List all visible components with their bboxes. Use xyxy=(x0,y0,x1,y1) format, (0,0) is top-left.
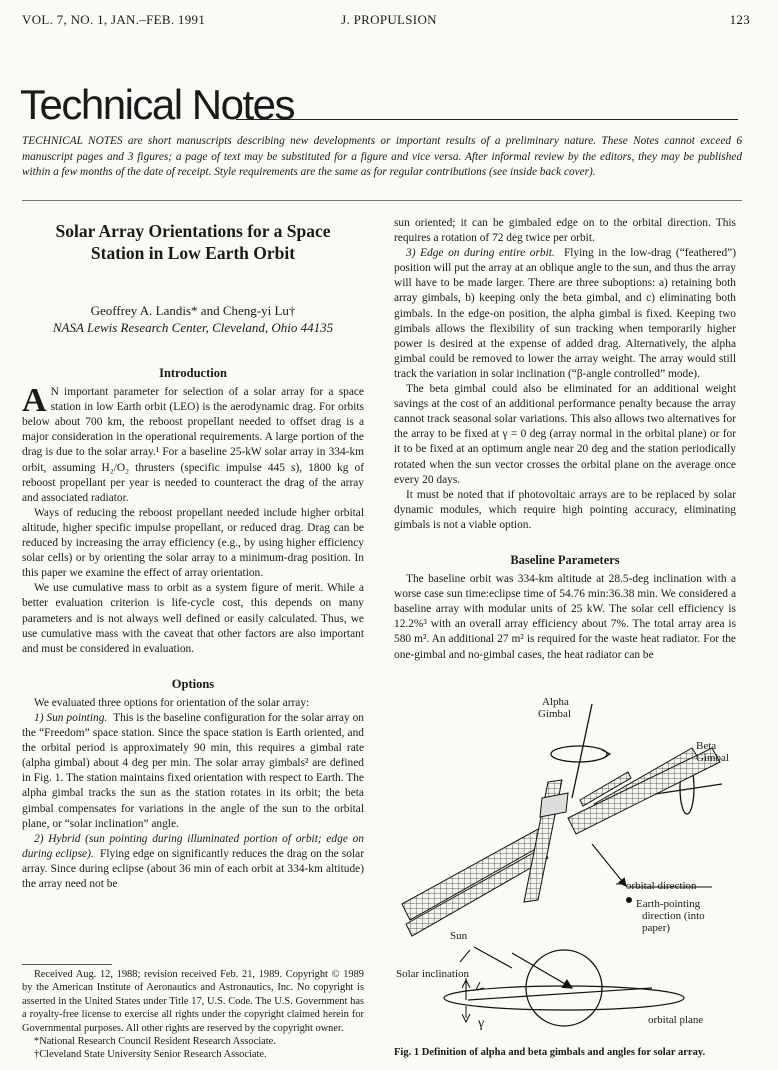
figure-1-caption: Fig. 1 Definition of alpha and beta gimbals and angles for solar array. xyxy=(394,1047,706,1058)
heading-introduction: Introduction xyxy=(159,366,227,380)
solar-array-lower-wing xyxy=(402,828,548,936)
options-item-3-text: Flying in the low-drag (“feathered”) position will put the array at an oblique angle to the sun, and thus the array will have to be made larger. There are three suboptions: a) retaining both array gimbals, b) keeping only the beta gimbal, and c) eliminating both gimbals. In the edge-on position, the alpha gimbal is fixed. Keeping two gimbals allows the flexibility of sun tracking when temporarily higher power is desired at the expense of added drag. Alternatively, the alpha gimbal could be removed to lower the array weight. The array would still track the variation in solar inclination (“β-angle controlled” mode). xyxy=(394,247,736,380)
footnotes xyxy=(22,968,364,1062)
running-head-journal: J. PROPULSION xyxy=(341,12,437,27)
running-head-page-number: 123 xyxy=(729,12,750,27)
earth-pointing-dot xyxy=(626,897,632,903)
label-earth-direction: direction (into xyxy=(642,910,705,922)
section-title: Technical Notes xyxy=(20,81,294,128)
alpha-gimbal-axis xyxy=(572,704,592,798)
label-beta: Beta xyxy=(696,740,717,752)
label-beta-gimbal: Gimbal xyxy=(696,752,729,764)
options-item-1-text: This is the baseline configuration for the solar array on the “Freedom” space station. Since the space station is Earth oriented, and the orbital period is approximately 90 min, this requires a gimbal rate (alpha gimbal) about 4 deg per min. The solar array gimbals² are defined in Fig. 1. The station maintains fixed orientation with respect to Earth. The alpha gimbal tracks the sun as the station rotates in its orbit; the beta gimbal compensates for variations in the angle of the sun to the orbital plane, or “solar inclination” angle. xyxy=(22,711,365,830)
article-title: Solar Array Orientations for a Space Station in Low Earth Orbit xyxy=(55,221,331,263)
options-item-2-label: 2) Hybrid (sun pointing during illuminated portion of orbit; edge on during eclipse). xyxy=(22,832,364,860)
left-column xyxy=(22,216,364,892)
options-item-3-label: 3) Edge on during entire orbit. xyxy=(406,247,555,260)
footnote-dagger: †Cleveland State University Senior Research Associate. xyxy=(34,1049,267,1061)
intro-paragraph-1 xyxy=(22,382,364,506)
footnote-received: Received Aug. 12, 1988; revision received Feb. 21, 1989. Copyright © 1989 by the American Institute of Aeronautics and Astronautics, Inc. No copyright is asserted in the United States under Title 17, U.S. Code. The U.S. Government has a royalty-free license to exercise all rights under the copyright claimed herein for Governmental purposes. All other rights are reserved by the copyright owner. xyxy=(22,969,364,1034)
label-solar-inclination: Solar inclination xyxy=(396,968,470,980)
section-description: TECHNICAL NOTES are short manuscripts describing new developments or important results of a preliminary nature. These Notes cannot exceed 6 manuscript pages and 3 figures; a page of text may be substituted for a figure and vice versa. After informal review by the editors, they may be published within a few months of the date of receipt. Style requirements are the same as for regular contributions (see inside back cover). xyxy=(22,135,742,178)
intro-paragraph-1-text: N important parameter for selection of a solar array for a space station in low Earth orbit (LEO) is the aerodynamic drag. For orbits below about 700 km, the reboost propellant needed to offset drag is a major consideration in the operational requirements. A large portion of the drag is due to the solar array.¹ For a baseline 25-kW solar array in 334-km orbit, assuming H₂/O₂ thrusters (specific impulse 445 s), 1800 kg of reboost propellant per year is needed to counteract the drag of the array and associated radiator. xyxy=(22,386,364,504)
heading-options: Options xyxy=(171,676,215,691)
drop-cap: A xyxy=(22,382,47,420)
label-gamma: γ xyxy=(478,1016,485,1031)
label-orbital-plane: orbital plane xyxy=(648,1014,704,1026)
label-alpha: Alpha xyxy=(542,696,569,708)
label-alpha-gimbal: Gimbal xyxy=(538,708,571,720)
options-item-2-text: Flying edge on significantly reduces the drag on the solar array. Since during eclipse (about 36 min of each orbit at 334-km altitude) the array need not be xyxy=(22,847,364,890)
article-affiliation: NASA Lewis Research Center, Cleveland, Ohio 44135 xyxy=(52,320,334,335)
label-earth-pointing: Earth-pointing xyxy=(636,898,701,910)
options-item-1 xyxy=(22,711,364,832)
orbital-plane-ellipse xyxy=(444,986,684,1010)
label-earth-paper: paper) xyxy=(642,922,671,934)
label-orbital-direction: orbital direction xyxy=(626,880,697,892)
options-item-2 xyxy=(22,832,364,892)
baseline-paragraph-1: The baseline orbit was 334-km altitude at 28.5-deg inclination with a worse case sun time:eclipse time of 54.76 min:36.38 min. We considered a baseline array with modular units of 25 kW. The solar cell efficiency is 12.2%³ with an overall array efficiency about 7%. The total array area is 580 m². An additional 27 m² is required for the waste heat radiator. For the one-gimbal and no-gimbal cases, the heat radiator can be xyxy=(394,573,736,661)
article-authors: Geoffrey A. Landis* and Cheng-yi Lu† xyxy=(90,303,296,318)
intro-paragraph-3: We use cumulative mass to orbit as a system figure of merit. While a better evaluation criterion is life-cycle cost, this depends on many parameters and is not always well defined or easily calculated. Thus, we use cumulative mass with the caveat that other factors are also important and must be considered in evaluation. xyxy=(22,582,364,655)
options-paragraph-beta: The beta gimbal could also be eliminated for an additional weight savings at the cost of an additional performance penalty because the array cannot track seasonal solar variations. This also allows two alternatives for the array to be fixed at γ = 0 deg (array normal in the orbital plane) or for it to be fixed at an optimum angle near 20 deg and the station periodically rotated when the sun vector crosses the orbital plane on the average once every 20 days. xyxy=(394,383,736,486)
right-column xyxy=(394,216,736,663)
label-sun: Sun xyxy=(450,930,468,942)
options-paragraph-note: It must be noted that if photovoltaic arrays are to be replaced by solar dynamic modules, which require high pointing accuracy, eliminating gimbals is not a viable option. xyxy=(394,488,736,531)
options-item-1-label: 1) Sun pointing. xyxy=(34,711,108,724)
section-title-rule xyxy=(236,119,738,120)
options-paragraph-1: We evaluated three options for orientation of the solar array: xyxy=(34,696,310,709)
footnote-rule xyxy=(22,964,112,965)
earth-circle xyxy=(526,950,602,1026)
heading-baseline-parameters: Baseline Parameters xyxy=(510,552,620,567)
running-head-volume: VOL. 7, NO. 1, JAN.–FEB. 1991 xyxy=(22,12,206,27)
sun-vector xyxy=(474,947,512,968)
header-separator xyxy=(22,200,742,201)
options-item-2-continued: sun oriented; it can be gimbaled edge on to the orbital direction. This requires a rotation of 72 deg twice per orbit. xyxy=(394,217,736,245)
footnote-star: *National Research Council Resident Research Associate. xyxy=(34,1036,276,1048)
options-item-3 xyxy=(394,246,736,382)
alpha-gimbal-ellipse xyxy=(551,746,607,762)
orbital-direction-arrow xyxy=(592,844,626,886)
figure-1 xyxy=(392,688,742,1040)
figure-1-drawing xyxy=(392,688,742,1040)
intro-paragraph-2: Ways of reducing the reboost propellant needed include higher orbital altitude, higher specific impulse propellant, or reduced drag. Drag can be reduced by increasing the array efficiency (e.g., by using higher efficiency solar cells) or by orienting the solar array to a minimum-drag position. In this paper we examine the effect of array orientation. xyxy=(22,506,364,580)
